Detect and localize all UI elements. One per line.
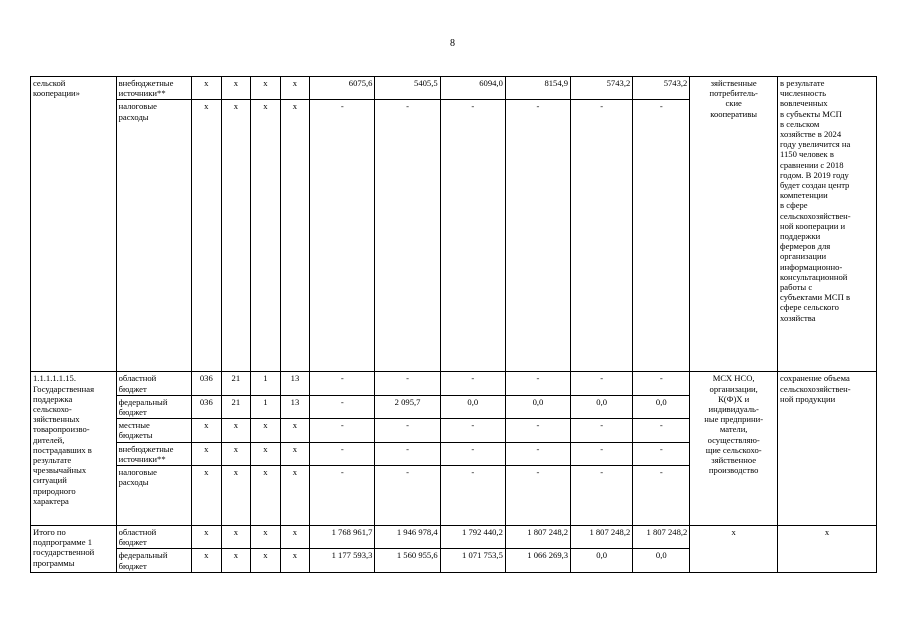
value-cell: 0,0 — [571, 395, 633, 418]
value-cell: 1 807 248,2 — [571, 526, 633, 549]
code-cell: х — [251, 100, 281, 372]
value-cell: - — [571, 419, 633, 442]
code-cell: 13 — [280, 395, 310, 418]
code-cell: х — [221, 419, 251, 442]
result-cell: сохранение объема сельскохозяйствен- ной продукции — [778, 372, 877, 526]
code-cell: х — [192, 466, 222, 526]
code-cell: х — [221, 442, 251, 465]
value-cell: - — [310, 372, 375, 395]
value-cell: - — [633, 372, 690, 395]
code-cell: х — [192, 442, 222, 465]
code-cell: х — [280, 419, 310, 442]
value-cell: - — [505, 466, 570, 526]
funding-source-cell: налоговые расходы — [116, 466, 191, 526]
code-cell: х — [192, 549, 222, 572]
table-row — [31, 526, 877, 549]
value-cell: - — [440, 466, 505, 526]
value-cell: 5405,5 — [375, 77, 440, 100]
executor-cell: зяйственные потребитель- ские кооперативы — [690, 77, 778, 372]
value-cell: - — [310, 100, 375, 372]
budget-table — [30, 76, 877, 573]
executor-cell: МСХ НСО, организации, К(Ф)Х и индивидуаль- ные предприни- матели, осуществляю- щие сельскохо- зяйственное производство — [690, 372, 778, 526]
funding-source-cell: федеральный бюджет — [116, 549, 191, 572]
value-cell: 1 177 593,3 — [310, 549, 375, 572]
value-cell: - — [310, 466, 375, 526]
code-cell: х — [251, 526, 281, 549]
funding-source-cell: областной бюджет — [116, 372, 191, 395]
value-cell: - — [571, 372, 633, 395]
value-cell: - — [571, 466, 633, 526]
value-cell: 1 560 955,6 — [375, 549, 440, 572]
value-cell: 6094,0 — [440, 77, 505, 100]
code-cell: х — [251, 549, 281, 572]
value-cell: 5743,2 — [571, 77, 633, 100]
measure-name-cell: 1.1.1.1.1.15. Государственная поддержка сельскохо- зяйственных товаропроизво- дителей, пострадавших в результате чрезвычайных ситуаций природного характера — [31, 372, 117, 526]
value-cell: - — [440, 442, 505, 465]
table-row — [31, 372, 877, 395]
value-cell: 1 807 248,2 — [505, 526, 570, 549]
code-cell: х — [192, 419, 222, 442]
value-cell: 1 066 269,3 — [505, 549, 570, 572]
funding-source-cell: внебюджетные источники** — [116, 442, 191, 465]
page-number: 8 — [450, 38, 455, 49]
value-cell: 1 768 961,7 — [310, 526, 375, 549]
code-cell: х — [192, 526, 222, 549]
value-cell: - — [505, 442, 570, 465]
code-cell: х — [192, 77, 222, 100]
value-cell: - — [440, 419, 505, 442]
value-cell: - — [505, 419, 570, 442]
value-cell: 8154,9 — [505, 77, 570, 100]
funding-source-cell: налоговые расходы — [116, 100, 191, 372]
value-cell: - — [440, 372, 505, 395]
code-cell: х — [221, 100, 251, 372]
code-cell: 21 — [221, 372, 251, 395]
table-row — [31, 77, 877, 100]
value-cell: 1 807 248,2 — [633, 526, 690, 549]
value-cell: 5743,2 — [633, 77, 690, 100]
value-cell: 2 095,7 — [375, 395, 440, 418]
value-cell: - — [375, 466, 440, 526]
code-cell: х — [221, 77, 251, 100]
value-cell: - — [633, 442, 690, 465]
value-cell: - — [571, 100, 633, 372]
code-cell: х — [251, 466, 281, 526]
funding-source-cell: областной бюджет — [116, 526, 191, 549]
code-cell: 13 — [280, 372, 310, 395]
value-cell: - — [310, 442, 375, 465]
measure-name-cell: сельской кооперации» — [31, 77, 117, 372]
code-cell: 036 — [192, 395, 222, 418]
code-cell: 1 — [251, 372, 281, 395]
value-cell: - — [440, 100, 505, 372]
code-cell: х — [280, 77, 310, 100]
code-cell: х — [221, 549, 251, 572]
value-cell: - — [505, 372, 570, 395]
code-cell: х — [280, 100, 310, 372]
code-cell: х — [251, 419, 281, 442]
value-cell: 1 792 440,2 — [440, 526, 505, 549]
code-cell: х — [280, 526, 310, 549]
code-cell: х — [251, 442, 281, 465]
result-cell: в результате численность вовлеченных в субъекты МСП в сельском хозяйстве в 2024 году увеличится на 1150 человек в сравнении с 2018 годом. В 2019 году будет создан центр компетенции в сфере сельскохозяйствен- ной кооперации и поддержки фермеров для организации информационно- консультационной работы с субъектами МСП в сфере сельского хозяйства — [778, 77, 877, 372]
code-cell: х — [280, 466, 310, 526]
code-cell: 036 — [192, 372, 222, 395]
value-cell: 6075,6 — [310, 77, 375, 100]
executor-cell: х — [690, 526, 778, 573]
value-cell: - — [375, 419, 440, 442]
funding-source-cell: федеральный бюджет — [116, 395, 191, 418]
value-cell: 0,0 — [505, 395, 570, 418]
value-cell: - — [375, 442, 440, 465]
code-cell: 21 — [221, 395, 251, 418]
code-cell: х — [192, 100, 222, 372]
value-cell: - — [633, 466, 690, 526]
value-cell: 0,0 — [571, 549, 633, 572]
value-cell: 0,0 — [440, 395, 505, 418]
value-cell: 1 946 978,4 — [375, 526, 440, 549]
value-cell: - — [571, 442, 633, 465]
value-cell: - — [375, 100, 440, 372]
value-cell: 1 071 753,5 — [440, 549, 505, 572]
code-cell: х — [221, 466, 251, 526]
code-cell: 1 — [251, 395, 281, 418]
value-cell: - — [633, 419, 690, 442]
funding-source-cell: внебюджетные источники** — [116, 77, 191, 100]
value-cell: 0,0 — [633, 549, 690, 572]
code-cell: х — [251, 77, 281, 100]
funding-source-cell: местные бюджеты — [116, 419, 191, 442]
value-cell: - — [310, 419, 375, 442]
value-cell: - — [375, 372, 440, 395]
total-name-cell: Итого по подпрограмме 1 государственной программы — [31, 526, 117, 573]
value-cell: 0,0 — [633, 395, 690, 418]
value-cell: - — [505, 100, 570, 372]
code-cell: х — [280, 442, 310, 465]
code-cell: х — [221, 526, 251, 549]
code-cell: х — [280, 549, 310, 572]
value-cell: - — [633, 100, 690, 372]
result-cell: х — [778, 526, 877, 573]
value-cell: - — [310, 395, 375, 418]
